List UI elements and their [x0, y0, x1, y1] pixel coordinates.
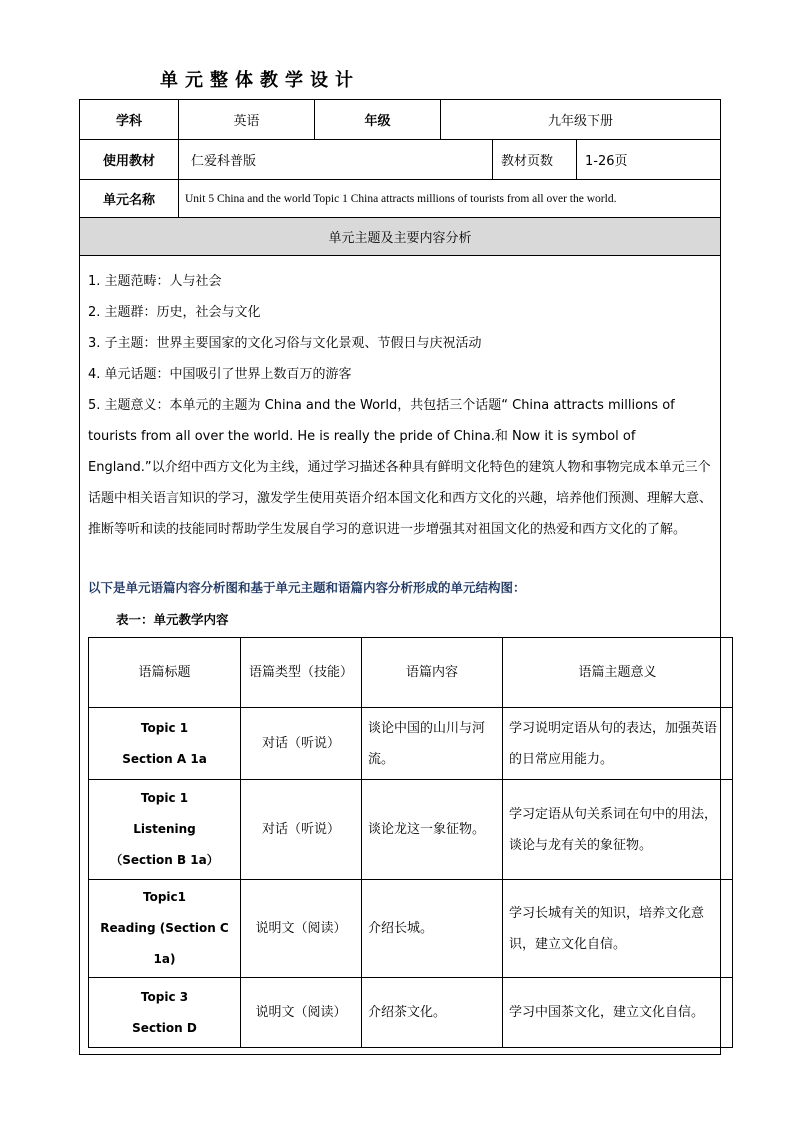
analysis-item: 3. 子主题：世界主要国家的文化习俗与文化景观、节假日与庆祝活动: [88, 336, 482, 351]
pages-label: 教材页数: [492, 140, 576, 179]
structure-lead-in: 以下是单元语篇内容分析图和基于单元主题和语篇内容分析形成的单元结构图：: [88, 580, 526, 595]
unit-label: 单元名称: [102, 193, 155, 208]
table-row: [89, 780, 733, 880]
row-type: 对话（听说）: [241, 780, 362, 880]
grade-label: 年级: [314, 100, 440, 139]
section-header: 单元主题及主要内容分析: [328, 231, 472, 246]
table-row: [89, 708, 733, 780]
row-meaning: 学习说明定语从句的表达，加强英语的日常应用能力。: [503, 708, 733, 780]
unit-value: Unit 5 China and the world Topic 1 China attracts millions of tourists from all over the world.: [178, 180, 720, 217]
header-cell: 语篇内容: [362, 638, 503, 708]
grade-value: 九年级下册: [440, 100, 720, 139]
info-row-unit: [80, 180, 720, 218]
row-meaning: 学习定语从句关系词在句中的用法，谈论与龙有关的象征物。: [503, 780, 733, 880]
analysis-block: [88, 266, 712, 545]
textbook-value: 仁爱科普版: [178, 140, 492, 179]
row-title: Topic 1 Listening （Section B 1a）: [89, 780, 241, 880]
row-meaning: 学习中国茶文化，建立文化自信。: [503, 978, 733, 1048]
table-header-row: [89, 638, 733, 708]
row-type: 说明文（阅读）: [241, 978, 362, 1048]
info-row-textbook: [80, 140, 720, 180]
document-title: 单元整体教学设计: [160, 70, 360, 91]
pages-value: 1-26页: [576, 140, 720, 179]
row-content: 介绍长城。: [362, 880, 503, 978]
content-table: [88, 637, 733, 1048]
row-meaning: 学习长城有关的知识，培养文化意识，建立文化自信。: [503, 880, 733, 978]
header-cell: 语篇标题: [89, 638, 241, 708]
textbook-label: 使用教材: [102, 154, 155, 169]
row-type: 对话（听说）: [241, 708, 362, 780]
analysis-item: 2. 主题群：历史，社会与文化: [88, 305, 261, 320]
table-row: [89, 880, 733, 978]
row-type: 说明文（阅读）: [241, 880, 362, 978]
row-title: Topic 1 Section A 1a: [89, 708, 241, 780]
subject-label: 学科: [115, 114, 142, 129]
analysis-item: 5. 主题意义：本单元的主题为 China and the World，共包括三个话题“ China attracts millions of tourists from all over the world. He is really the pride of China.和 Now it is symbol of England.”以介绍中西方文化为主线，通过学习描述各种具有鲜明文化特色的建筑人物和事物完成本单元三个话题中相关语言知识的学习，激发学生使用英语介绍本国文化和西方文化的兴趣，培养他们预测、理解大意、推断等听和读的技能同时帮助学生发展自学习的意识进一步增强其对祖国文化的热爱和西方文化的了解。: [88, 398, 713, 537]
table-caption: 表一：单元教学内容: [116, 612, 229, 627]
info-row-subject: [80, 100, 720, 140]
design-form: [79, 99, 721, 1055]
section-header-row: [80, 218, 720, 256]
row-content: 谈论中国的山川与河流。: [362, 708, 503, 780]
analysis-item: 1. 主题范畴：人与社会: [88, 274, 222, 289]
row-title: Topic 3 Section D: [89, 978, 241, 1048]
subject-value: 英语: [178, 100, 314, 139]
analysis-item: 4. 单元话题：中国吸引了世界上数百万的游客: [88, 367, 352, 382]
row-content: 介绍茶文化。: [362, 978, 503, 1048]
header-cell: 语篇类型（技能）: [241, 638, 362, 708]
header-cell: 语篇主题意义: [503, 638, 733, 708]
row-title: Topic1 Reading (Section C 1a): [89, 880, 241, 978]
table-row: [89, 978, 733, 1048]
row-content: 谈论龙这一象征物。: [362, 780, 503, 880]
